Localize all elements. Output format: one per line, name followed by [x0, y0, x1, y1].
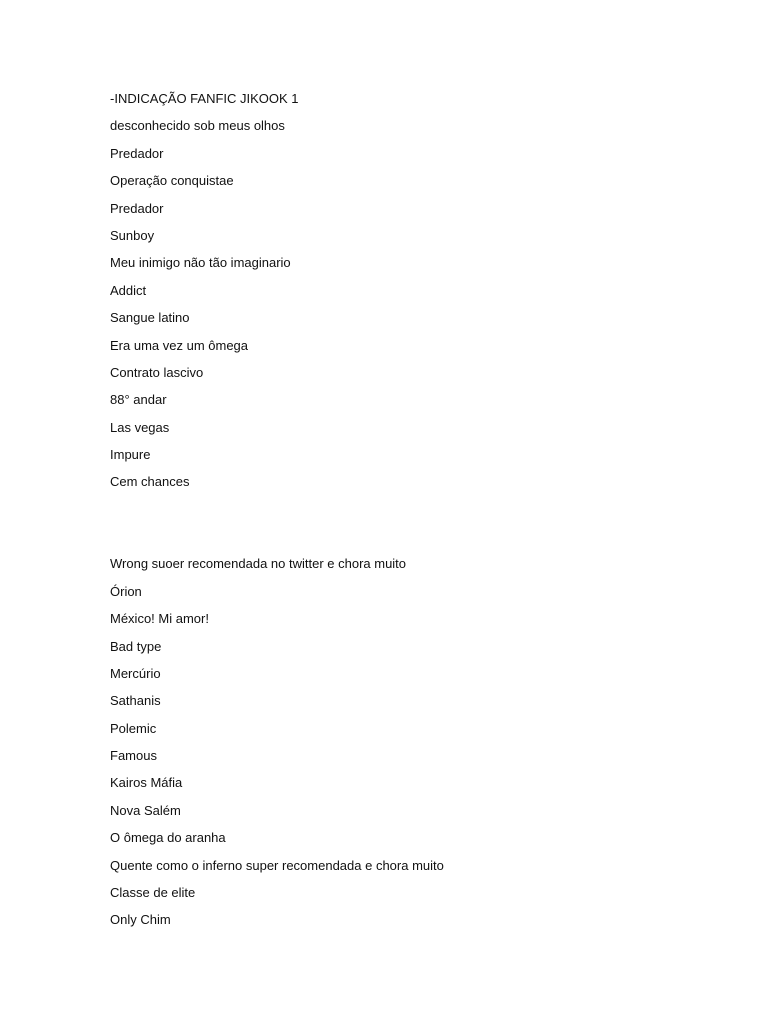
fanfic-list-one	[110, 112, 710, 495]
list-item: Kairos Máfia	[110, 775, 183, 791]
list-item: Las vegas	[110, 419, 170, 435]
list-item: Cem chances	[110, 474, 190, 490]
list-item: Predador	[110, 200, 164, 216]
list-item: Addict	[110, 282, 147, 298]
list-item: Meu inimigo não tão imaginario	[110, 255, 291, 271]
list-item: desconhecido sob meus olhos	[110, 118, 285, 134]
list-item: O ômega do aranha	[110, 830, 226, 846]
list-item: Sunboy	[110, 227, 155, 243]
list-item: Bad type	[110, 638, 162, 654]
list-item: Mercúrio	[110, 665, 161, 681]
list-item: Sathanis	[110, 693, 161, 709]
list-item: Impure	[110, 447, 151, 463]
list-item: Sangue latino	[110, 310, 190, 326]
list-item: Famous	[110, 748, 157, 764]
list-item: Classe de elite	[110, 885, 196, 901]
list-item: Nova Salém	[110, 802, 181, 818]
document-body	[110, 85, 710, 934]
blank-lines	[110, 496, 710, 551]
list-item: Quente como o inferno super recomendada e chora muito	[110, 857, 444, 873]
list-item: Wrong suoer recomendada no twitter e chora muito	[110, 556, 407, 572]
list-item: Era uma vez um ômega	[110, 337, 249, 353]
list-item: 88° andar	[110, 392, 167, 408]
list-item: Polemic	[110, 720, 157, 736]
list-item: Predador	[110, 145, 164, 161]
fanfic-list-two	[110, 550, 710, 933]
list-item: Órion	[110, 583, 142, 599]
list-item: México! Mi amor!	[110, 611, 209, 627]
document-title: -INDICAÇÃO FANFIC JIKOOK 1	[110, 91, 299, 106]
list-item: Contrato lascivo	[110, 364, 204, 380]
list-item: Operação conquistae	[110, 173, 234, 189]
list-item: Only Chim	[110, 912, 171, 928]
